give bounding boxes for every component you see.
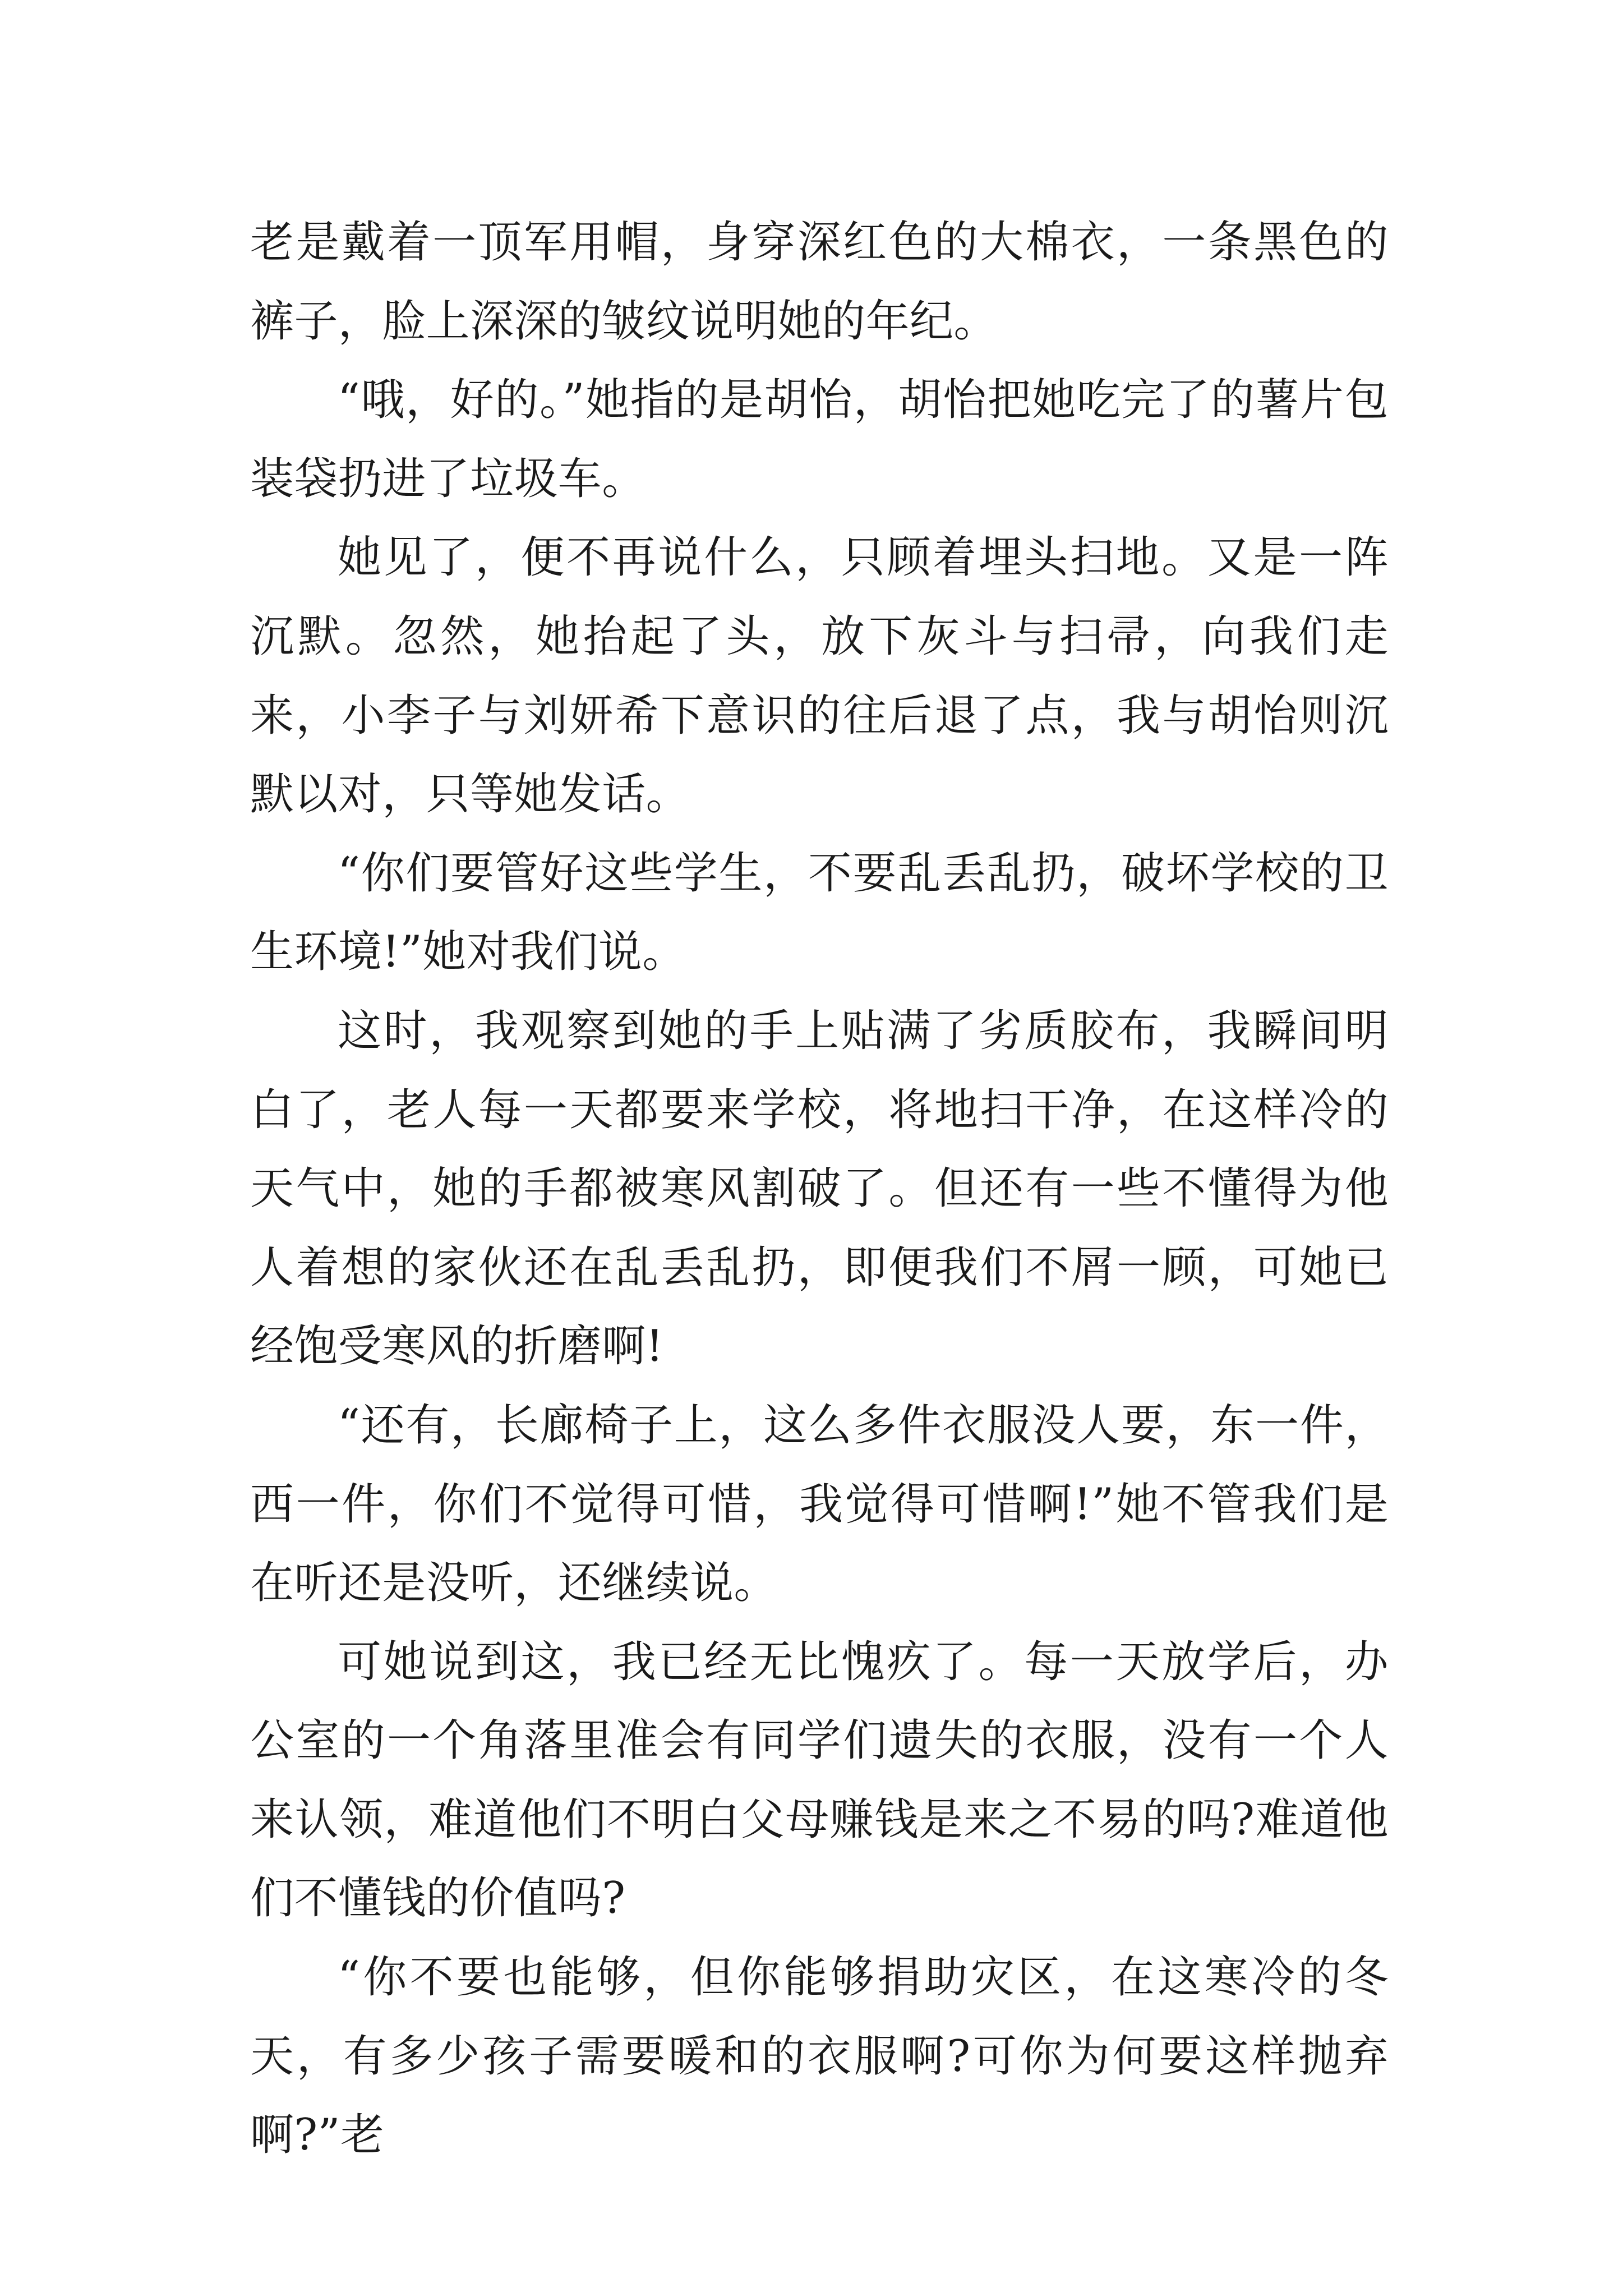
paragraph-3: 她见了，便不再说什么，只顾着埋头扫地。又是一阵沉默。忽然，她抬起了头，放下灰斗与扫帚，向我们走来，小李子与刘妍希下意识的往后退了点，我与胡怡则沉默以对，只等她发话。 [250,532,1389,820]
paragraph-8: “你不要也能够，但你能够捐助灾区，在这寒冷的冬天，有多少孩子需要暖和的衣服啊?可你为何要这样抛弃啊?”老 [250,1952,1389,2161]
paragraph-6: “还有，长廊椅子上，这么多件衣服没人要，东一件，西一件，你们不觉得可惜，我觉得可惜啊!”她不管我们是在听还是没听，还继续说。 [250,1400,1389,1609]
paragraph-4: “你们要管好这些学生，不要乱丢乱扔，破坏学校的卫生环境!”她对我们说。 [250,848,1389,978]
body-text [250,203,1389,2175]
paragraph-5: 这时，我观察到她的手上贴满了劣质胶布，我瞬间明白了，老人每一天都要来学校，将地扫干净，在这样冷的天气中，她的手都被寒风割破了。但还有一些不懂得为他人着想的家伙还在乱丢乱扔，即便我们不屑一顾，可她已经饱受寒风的折磨啊! [250,1005,1389,1372]
paragraph-1: 老是戴着一顶军用帽，身穿深红色的大棉衣，一条黑色的裤子，脸上深深的皱纹说明她的年纪。 [250,217,1389,347]
paragraph-7: 可她说到这，我已经无比愧疚了。每一天放学后，办公室的一个角落里准会有同学们遗失的衣服，没有一个人来认领，难道他们不明白父母赚钱是来之不易的吗?难道他们不懂钱的价值吗? [250,1636,1389,1924]
paragraph-2: “哦，好的。”她指的是胡怡，胡怡把她吃完了的薯片包装袋扔进了垃圾车。 [250,375,1389,504]
